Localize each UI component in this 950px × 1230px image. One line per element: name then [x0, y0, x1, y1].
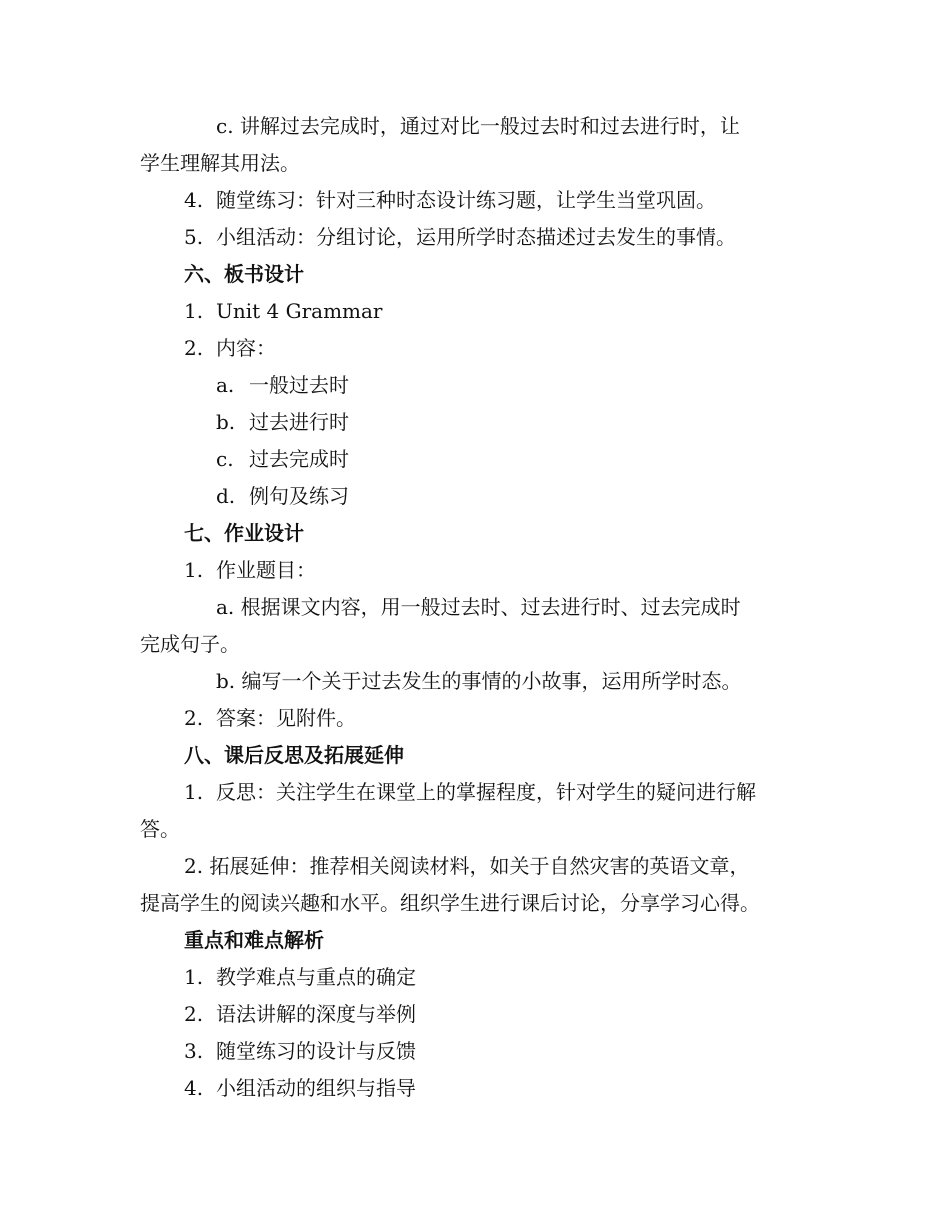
list-number: 2. — [184, 706, 204, 730]
list-text: 反思：关注学生在课堂上的掌握程度，针对学生的疑问进行解 — [216, 780, 756, 804]
list-text: 教学难点与重点的确定 — [216, 965, 416, 989]
list-number: 3. — [184, 1039, 204, 1063]
paragraph-text: 答。 — [140, 817, 180, 841]
sub-list-item — [0, 478, 950, 515]
sub-list-item — [0, 441, 950, 478]
list-number: 2. — [184, 1002, 204, 1026]
text-line — [0, 885, 950, 922]
list-item — [0, 330, 950, 367]
section-heading — [0, 922, 950, 959]
list-item — [0, 1070, 950, 1107]
list-text: 答案：见附件。 — [216, 706, 356, 730]
list-text: 例句及练习 — [249, 484, 349, 508]
list-number: a. — [216, 373, 235, 397]
paragraph-text: c. 讲解过去完成时，通过对比一般过去时和过去进行时，让 — [216, 114, 740, 138]
list-item — [0, 774, 950, 811]
text-line — [0, 108, 950, 145]
list-text: 一般过去时 — [249, 373, 349, 397]
paragraph-text: 2. 拓展延伸：推荐相关阅读材料，如关于自然灾害的英语文章， — [184, 854, 750, 878]
list-item — [0, 1033, 950, 1070]
list-text: 内容： — [216, 336, 276, 360]
text-line — [0, 663, 950, 700]
text-line — [0, 626, 950, 663]
list-number: b. — [216, 410, 236, 434]
list-text: 语法讲解的深度与举例 — [216, 1002, 416, 1026]
list-number: 4. — [184, 188, 204, 212]
list-text: 小组活动：分组讨论，运用所学时态描述过去发生的事情。 — [216, 225, 736, 249]
list-text: 过去完成时 — [249, 447, 349, 471]
list-number: 1. — [184, 780, 204, 804]
list-number: c. — [216, 447, 234, 471]
sub-list-item — [0, 367, 950, 404]
heading-text: 八、课后反思及拓展延伸 — [184, 743, 404, 767]
list-number: d. — [216, 484, 236, 508]
list-number: 2. — [184, 336, 204, 360]
section-heading — [0, 515, 950, 552]
paragraph-text: 学生理解其用法。 — [140, 151, 300, 175]
list-text: 小组活动的组织与指导 — [216, 1076, 416, 1100]
list-item — [0, 293, 950, 330]
list-item — [0, 219, 950, 256]
sub-list-item — [0, 404, 950, 441]
paragraph-text: a. 根据课文内容，用一般过去时、过去进行时、过去完成时 — [216, 595, 741, 619]
list-text: 随堂练习：针对三种时态设计练习题，让学生当堂巩固。 — [216, 188, 716, 212]
list-number: 5. — [184, 225, 204, 249]
text-line — [0, 589, 950, 626]
list-text: 作业题目： — [216, 558, 316, 582]
heading-text: 七、作业设计 — [184, 521, 304, 545]
list-item — [0, 700, 950, 737]
section-heading — [0, 256, 950, 293]
paragraph-text: b. 编写一个关于过去发生的事情的小故事，运用所学时态。 — [216, 669, 742, 693]
list-item — [0, 996, 950, 1033]
list-text: 随堂练习的设计与反馈 — [216, 1039, 416, 1063]
list-text: 过去进行时 — [249, 410, 349, 434]
list-number: 1. — [184, 299, 204, 323]
paragraph-text: 完成句子。 — [140, 632, 240, 656]
list-item — [0, 959, 950, 996]
list-text: Unit 4 Grammar — [216, 299, 383, 323]
text-line — [0, 811, 950, 848]
text-line — [0, 848, 950, 885]
list-number: 1. — [184, 965, 204, 989]
text-line — [0, 145, 950, 182]
paragraph-text: 提高学生的阅读兴趣和水平。组织学生进行课后讨论，分享学习心得。 — [140, 891, 760, 915]
list-item — [0, 182, 950, 219]
section-heading — [0, 737, 950, 774]
list-item — [0, 552, 950, 589]
heading-text: 六、板书设计 — [184, 262, 304, 286]
list-number: 4. — [184, 1076, 204, 1100]
heading-text: 重点和难点解析 — [184, 928, 324, 952]
list-number: 1. — [184, 558, 204, 582]
